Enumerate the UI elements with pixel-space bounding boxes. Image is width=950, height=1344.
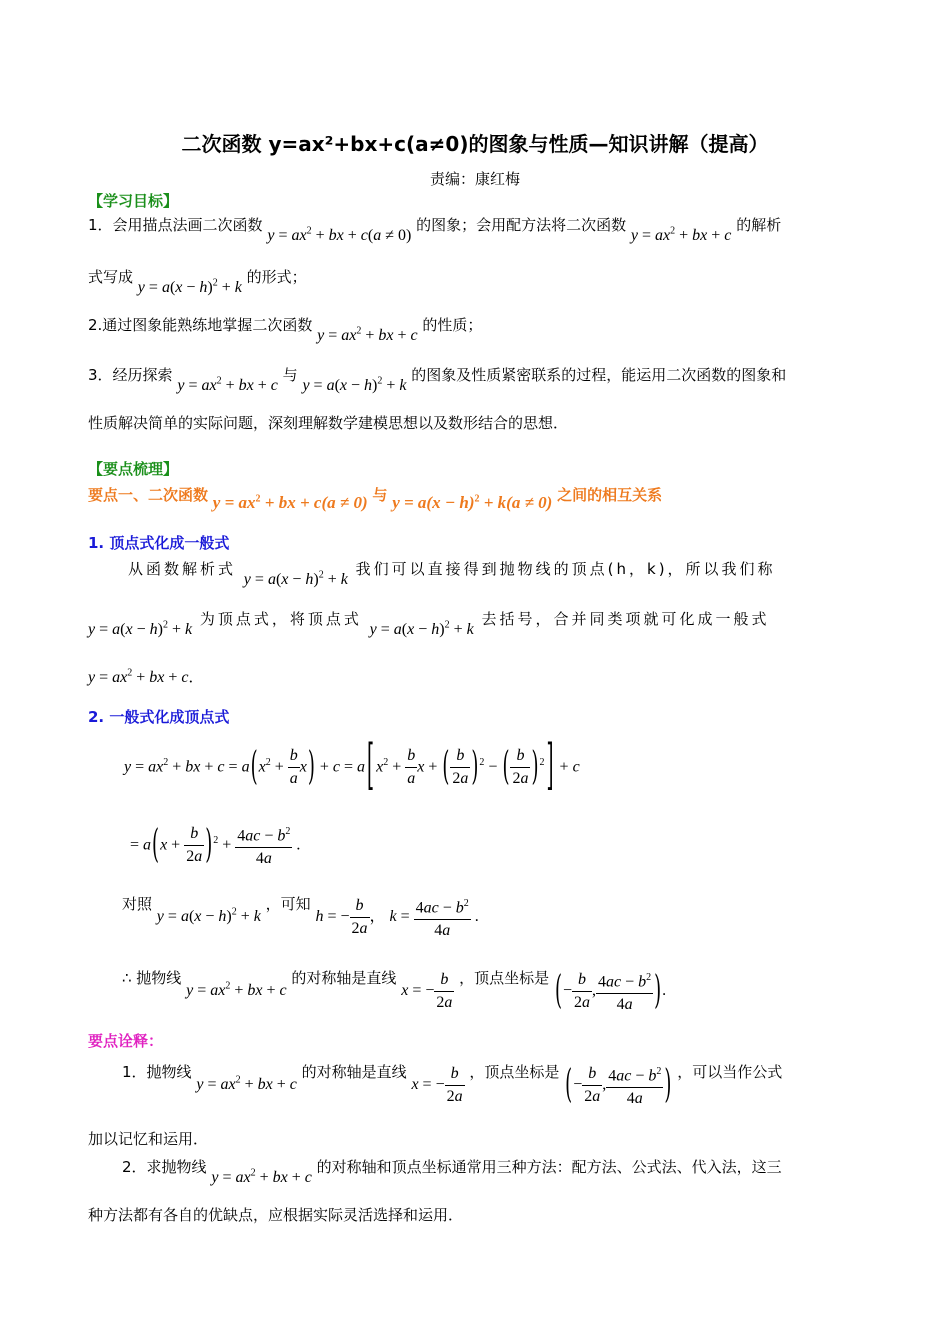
point-1-heading: 要点一、二次函数 $y = ax^2$ + bx + c(a ≠ 0) 与 $y = a(x - h)^2 + k(a \ne 0)$ 之间的相互关系 — [88, 486, 663, 512]
note-1-line-1: 1．抛物线 $y = ax^2$ + bx + c 的对称轴是直线 x = − $\frac{b}{2a}$ ，顶点坐标是 (− $\frac{b}{2a}$ , $\frac{4ac - b^2}{4a}$ ) ，可以当作公式 — [122, 1054, 782, 1113]
note-1-line-2: 加以记忆和运用． — [88, 1130, 209, 1148]
compare-line: 对照 $y = a(x - h)^2 + k$ ，可知 h = − $\frac{b}{2a}$ ， k = $\frac{4ac - b^2}{4a}$ . — [122, 886, 479, 944]
goal-3-line-1: 3．经历探索 $y = ax^2$ + bx + c 与 $y = a(x - h)^2 + k$ 的图象及性质紧密联系的过程，能运用二次函数的图象和 — [88, 366, 787, 394]
goals-heading: 【学习目标】 — [88, 192, 179, 210]
note-2-line-2: 种方法都有各自的优缺点，应根据实际灵活选择和运用． — [88, 1206, 464, 1224]
section-1-line-1: 从函数解析式 $y = a(x - h)^2 + k$ 我们可以直接得到抛物线的顶点(h，k)，所以我们称 — [128, 560, 776, 588]
section-1-line-3: $y = ax^2$ + bx + c． — [88, 667, 204, 686]
goal-2: 2.通过图象能熟练地掌握二次函数 $y = ax^2$ + bx + c 的性质； — [88, 316, 483, 344]
page-title: 二次函数 y=ax²+bx+c(a≠0)的图象与性质—知识讲解（提高） — [181, 132, 769, 156]
axis-vertex-line: ∴ 抛物线 $y = ax^2$ + bx + c 的对称轴是直线 x = − $\frac{b}{2a}$ ，顶点坐标是 (− $\frac{b}{2a}$ , $\frac{4ac - b^2}{4a}$ ). — [122, 960, 666, 1019]
section-1-line-2: $y = a(x - h)^2 + k$ 为顶点式，将顶点式 $y = a(x - h)^2 + k$ 去括号，合并同类项就可化成一般式 — [88, 610, 770, 638]
editor-credit: 责编：康红梅 — [429, 170, 520, 188]
points-heading: 【要点梳理】 — [88, 460, 179, 478]
notes-heading: 要点诠释： — [88, 1032, 164, 1050]
section-2-title: 2. 一般式化成顶点式 — [88, 708, 230, 726]
note-2-line-1: 2．求抛物线 $y = ax^2$ + bx + c 的对称轴和顶点坐标通常用三种方法：配方法、公式法、代入法，这三 — [122, 1158, 782, 1186]
goal-1-line-2: 式写成 $y = a(x - h)^2 + k$ 的形式； — [88, 268, 307, 296]
goal-1-line-1: 1．会用描点法画二次函数 $y = ax^2$ + bx + c(a ≠ 0) 的图象；会用配方法将二次函数 $y = ax^2$ + bx + c 的解析 — [88, 216, 782, 244]
goal-3-line-2: 性质解决简单的实际问题，深刻理解数学建模思想以及数形结合的思想． — [88, 414, 569, 432]
derivation-step-1: $y = ax^2$ + bx + $c = a(x^2$ + $\frac{b}{a}$ x) + c = a [ $x^2$ + $\frac{b}{a}$ x + ( $\frac{b}{2a}$ )$^2$ − ( $\frac{b}{2a}$ )$^2$ ] + c — [124, 734, 580, 798]
derivation-step-2: = a(x + $\frac{b}{2a}$ )$^2$ + $\frac{4ac - b^2}{4a}$ . — [130, 814, 300, 873]
section-1-title: 1. 顶点式化成一般式 — [88, 534, 230, 552]
